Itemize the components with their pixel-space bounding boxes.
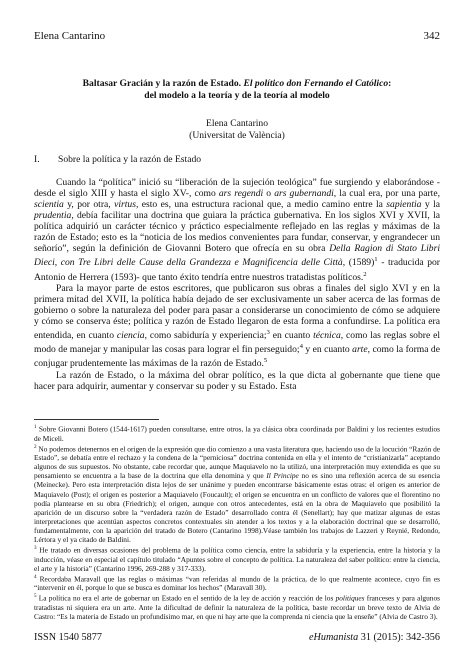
header-page-number: 342 [423, 30, 440, 42]
text-run: , esto es, una estructura racional que, a medio camino entre la [135, 199, 387, 211]
footnote [34, 592, 440, 621]
author-affiliation: (Universitat de València) [189, 130, 285, 141]
author-name: Elena Cantarino [205, 118, 269, 129]
footnote-ref: 3 [266, 328, 270, 336]
text-run: y en cuanto [302, 344, 353, 356]
footer-issue: 31 (2015): 342-356 [358, 632, 440, 643]
text-run: , como la forma de conjugar prudentemente las máximas de la razón de Estado. [34, 344, 440, 370]
text-run: Recordaba Maravall que las reglas o máximas “van referidas al mundo de la práctica, de lo que realmente acontece, cuyo fin es “intervenir en él, porque lo que se busca es dominar los hechos” (Maravall 30). [34, 574, 440, 593]
text-run: No podemos detenernos en el origen de la expresión que dio comienzo a una vasta literatura que, haciendo uso de la locución “Razón de Estado”, se debatía entre el rechazo y la condena de la “perniciosa” doctrina contenida en ella y el intento de “cristianizarla” aceptando algunos de sus supuestos. No obstante, cabe recordar que, aunque Maquiavelo no la utilizó, una interpretación muy extendida es que su pensamiento se encuentra a la base de la doctrina que ella denomina y que [34, 444, 440, 481]
title-line-2: del modelo a la teoría y de la teoría al modelo [144, 90, 330, 101]
footnote [34, 423, 440, 443]
article-title [34, 78, 440, 102]
italic-run: Della Ragion di Stato Libri Dieci, con Tre Libri delle Cause della Grandezza e Magnificencia delle Città [34, 243, 440, 269]
page-footer [34, 632, 440, 646]
footnote-ref: 5 [34, 593, 37, 600]
footnote-ref: 2 [34, 443, 37, 450]
italic-run: scientia [34, 199, 64, 211]
footnote [34, 544, 440, 573]
header-author: Elena Cantarino [34, 30, 106, 42]
text-run: La razón de Estado, o la máxima del obrar político, es la que dicta al gobernante que tiene que hacer para adquirir, aumentar y conservar su poder y su Estado. Esta [34, 369, 440, 392]
text-run: , la cual era, por una parte, [333, 188, 440, 200]
title-prefix: Baltasar Gracián y la razón de Estado. [82, 78, 244, 89]
body-paragraph [34, 283, 440, 370]
body-text [34, 177, 440, 392]
footnote-separator [34, 419, 159, 420]
text-run: - traducida por Antonio de Herrera (1593)- que tanto éxito tendría entre nuestros tratadistas políticos. [34, 257, 440, 283]
text-run: , (1589) [342, 257, 375, 269]
footnote-ref: 4 [34, 573, 37, 580]
body-paragraph [34, 370, 440, 392]
section-number: I. [34, 154, 40, 165]
italic-run: ars regendi [218, 188, 264, 200]
text-run: Para la mayor parte de estos escritores, que publicaron sus obras a finales del siglo XVI y en la primera mitad del XVII, la política había dejado de ser exclusivamente un saber acerca de las formas de gobierno o sobre la naturaleza del poder para pasar a considerarse un conocimiento de cómo se adquiere y cómo se conserva éste; política y razón de Estado llegaron de esta forma a confundirse. La política era entendida, en cuanto [34, 282, 440, 342]
italic-run: ciencia [116, 330, 145, 342]
text-run: no es sino una reflexión acerca de su esencia (Meinecke). Pero esta interpretación dista lejos de ser unánime y pueden encontrarse básicamente estas otras: el origen es anterior de Maquiavelo (Post); el origen es posterior a Maquiavelo (Foucault); el origen se encuentra en un conflicto de valores que el florentino no podía plantearse en su obra (Friedrich); el origen, aunque con otros antecedentes, está en la obra de Maquiavelo que posibilitó la aparición de un discurso sobre la “verdadera razón de Estado” desarrollado contra él (Senellart); hay que matizar algunas de estas interpretaciones que acentúan aspectos concretos contextuales sin atender a los textos y a la elaboración doctrinal que se desarrolló, fundamentalmente, con la aparición del tratado de Botero (Cantarino 1998).Véase también los trabajos de Lazzeri y Reynié, Redondo, Lértora y el ya citado de Baldini. [34, 471, 441, 544]
text-run: y, por otra, [63, 199, 115, 211]
italic-run: virtus [114, 199, 136, 211]
text-run: , como las reglas sobre el modo de manejar y manipular las cosas para lograr el fin perseguido; [34, 330, 441, 356]
title-italic: El político don Fernando el Católico [243, 78, 389, 89]
italic-run: técnica [313, 330, 341, 342]
body-paragraph [34, 177, 440, 283]
footnote-ref: 5 [263, 357, 268, 365]
text-run: Cuando la “política” inició su “liberación de la sujeción teológica” fue surgiendo y elaborándose -desde el siglo XIII y hasta el siglo XV-, como [34, 177, 440, 200]
text-run: o [263, 188, 275, 200]
italic-run: arte [352, 344, 368, 356]
italic-run: sapientia [386, 199, 422, 211]
section-title: Sobre la política y la razón de Estado [58, 154, 202, 165]
title-suffix: : [388, 78, 392, 89]
footnote-ref: 1 [34, 424, 37, 430]
footer-issn: ISSN 1540 5877 [34, 632, 102, 643]
running-header [34, 30, 440, 44]
footnote [34, 573, 440, 593]
title-line-1 [34, 78, 440, 90]
italic-run: Il Principe [266, 471, 299, 481]
text-run: , debía facilitar una doctrina que guiara la práctica gubernativa. En los siglos XVI y XVII, la política adquirió un carácter técnico y práctico especialmente reflejado en las reglas y máximas de la razón de Estado; esto es la “noticia de los medios convenientes para fundar, conservar, y engrandecer un señorío”, según la definición de Giovanni Botero que ofrecía en su obra [34, 210, 440, 255]
footer-journal: eHumanista [308, 632, 359, 643]
text-run: Sobre Giovanni Botero (1544-1617) pueden consultarse, entre otros, la ya clásica obra coordinada por Baldini y los recientes estudios de Miceli. [34, 424, 440, 443]
text-run: en cuanto [269, 330, 314, 342]
text-run: La política no era el arte de gobernar un Estado en el sentido de la ley de acción y reacción de los [36, 593, 336, 603]
text-run: franceses y para algunos tratadistas ni siquiera era un arte. Ante la dificultad de definir la naturaleza de la política, baste recordar un breve texto de Alvia de Castro: “Es la materia de Estado un profundísimo mar, en que ni hay arte que la comprenda ni ciencia que la enseñe” (Alvia de Castro 3). [34, 593, 440, 622]
text-run: He tratado en diversas ocasiones del problema de la política como ciencia, entre la sabiduría y la experiencia, entre la historia y la inducción, véase en especial el capítulo titulado “Apuntes sobre el concepto de política. La naturaleza del saber político: entre la ciencia, el arte y la historia” (Cantarino 1996, 269-288 y 317-333). [34, 545, 440, 573]
text-run: , como sabiduría y experiencia; [144, 330, 267, 342]
text-run: y la [421, 199, 440, 211]
footnote-ref: 3 [34, 545, 37, 552]
italic-run: prudentia [34, 210, 72, 222]
footnote-ref: 1 [374, 256, 378, 264]
footer-citation [309, 632, 440, 643]
italic-run: ars gubernandi [274, 188, 334, 200]
footnotes [34, 423, 440, 621]
footnote [34, 443, 440, 544]
footnote-ref: 2 [363, 270, 367, 278]
author-block [34, 118, 440, 142]
italic-run: politiques [335, 593, 365, 603]
footnote-ref: 4 [299, 343, 303, 351]
